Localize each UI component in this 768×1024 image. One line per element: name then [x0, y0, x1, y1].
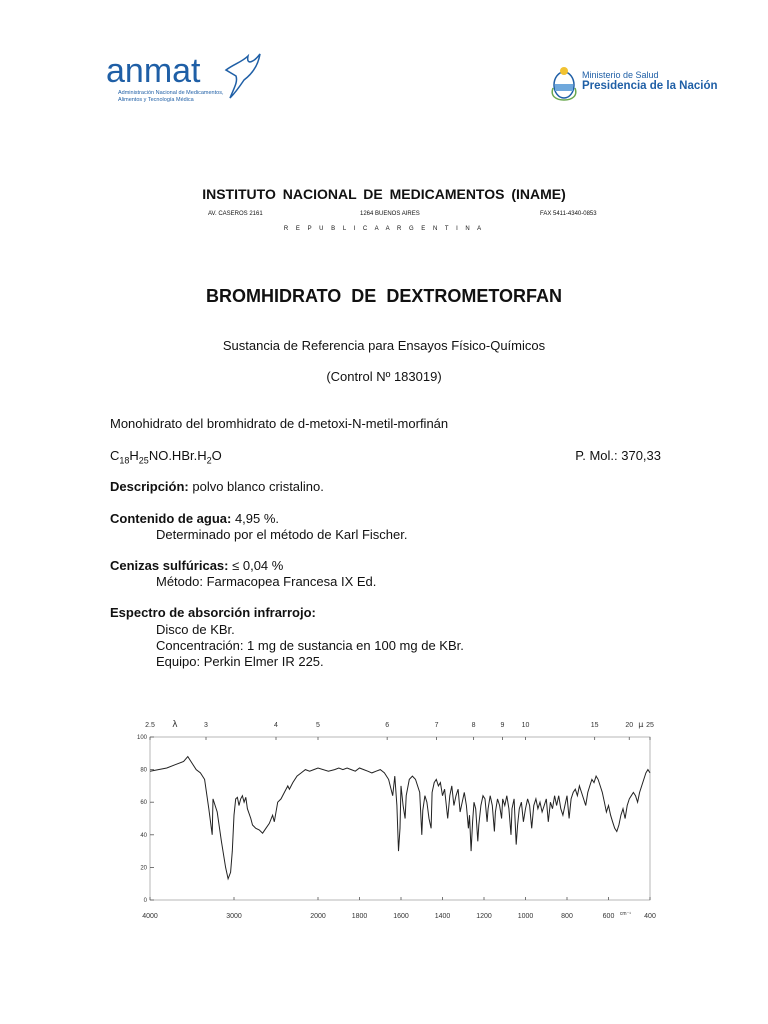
ir-spectrum-heading: [110, 605, 316, 620]
top-tick-label: 10: [521, 722, 530, 729]
x-tick-label: 2000: [310, 913, 326, 920]
formula-rest: NO.HBr.H: [148, 448, 207, 463]
anmat-wordmark: anmat: [106, 52, 201, 90]
x-tick-label: 1200: [476, 913, 492, 920]
anmat-subtitle: [118, 90, 258, 104]
document-title: BROMHIDRATO DE DEXTROMETORFAN: [205, 286, 562, 306]
ash-method: Método: Farmacopea Francesa IX Ed.: [156, 574, 377, 589]
spectrum-line-0: [150, 757, 650, 879]
ir-sample: Disco de KBr.: [156, 622, 235, 637]
top-tick-label: 8: [471, 722, 476, 729]
description-value: polvo blanco cristalino.: [188, 479, 324, 494]
x-tick-label: 1400: [434, 913, 451, 920]
sulfated-ash: [110, 558, 283, 573]
ir-concentration: Concentración: 1 mg de sustancia en 100 mg de KBr.: [156, 638, 464, 653]
institute-address: AV. CASEROS 2161: [208, 211, 263, 217]
anmat-subtitle-line-1: Administración Nacional de Medicamentos,: [118, 90, 224, 96]
molecular-weight: P. Mol.: 370,33: [575, 448, 661, 463]
formula-c-count: 18: [119, 455, 130, 466]
document-subtitle: Sustancia de Referencia para Ensayos Físico-Químicos: [222, 338, 546, 353]
formula-h2-count: 2: [206, 455, 212, 466]
top-tick-label: 15: [590, 722, 599, 729]
x-tick-label: 1600: [393, 913, 409, 920]
anmat-subtitle-line-2: Alimentos y Tecnología Médica: [118, 97, 194, 103]
description-label: Descripción:: [110, 479, 189, 494]
description: [110, 479, 324, 494]
x-axis-unit: cm⁻¹: [619, 911, 631, 917]
top-tick-label: 4: [274, 722, 278, 729]
y-tick-label: 0: [143, 898, 147, 904]
x-tick-label: 600: [602, 913, 615, 920]
institute-city: 1264 BUENOS AIRES: [360, 211, 420, 217]
x-tick-label: 4000: [142, 913, 158, 920]
top-tick-label: 6: [385, 722, 390, 729]
coat-of-arms-icon: [550, 66, 578, 102]
top-tick-label: 9: [500, 722, 505, 729]
formula-c: C: [110, 448, 120, 463]
top-tick-label: 2.5: [145, 722, 155, 729]
x-tick-label: 1000: [517, 913, 534, 920]
y-tick-label: 60: [140, 800, 147, 807]
molecular-formula: [110, 448, 222, 466]
x-tick-label: 3000: [226, 913, 242, 920]
top-tick-label: 25: [646, 722, 654, 729]
presidency-name: Presidencia de la Nación: [582, 80, 718, 92]
top-tick-label: 7: [434, 722, 439, 729]
formula-o: O: [211, 448, 222, 463]
water-label: Contenido de agua:: [110, 511, 232, 526]
ministry-logo: [550, 66, 730, 102]
institute-name: INSTITUTO NACIONAL DE MEDICAMENTOS (INAME): [202, 186, 566, 202]
anmat-logo: [106, 52, 276, 118]
water-value: 4,95 %.: [231, 511, 280, 526]
ministry-name: Ministerio de Salud: [582, 70, 659, 80]
top-tick-label: 5: [316, 722, 320, 729]
institute-fax: FAX 5411-4340-0853: [540, 211, 597, 217]
formula-h-count: 25: [138, 455, 149, 466]
y-tick-label: 40: [140, 832, 147, 839]
water-content: [110, 511, 279, 526]
top-tick-label: 20: [625, 722, 634, 729]
x-tick-label: 1800: [351, 913, 368, 920]
top-tick-label: 3: [204, 722, 208, 729]
ash-value: ≤ 0,04 %: [228, 558, 284, 573]
wavelength-symbol: λ: [172, 720, 178, 730]
ir-label: Espectro de absorción infrarrojo:: [110, 605, 316, 620]
water-method: Determinado por el método de Karl Fischer.: [156, 527, 408, 542]
y-tick-label: 100: [136, 735, 147, 741]
x-tick-label: 800: [561, 913, 573, 920]
x-tick-label: 400: [644, 913, 656, 920]
control-number: (Control Nº 183019): [326, 369, 442, 384]
ir-equipment: Equipo: Perkin Elmer IR 225.: [156, 654, 324, 669]
institute-country: R E P U B L I C A A R G E N T I N A: [283, 226, 485, 232]
formula-h: H: [129, 448, 139, 463]
chemical-name: Monohidrato del bromhidrato de d-metoxi-N-metil-morfinán: [110, 416, 449, 431]
wavelength-unit: μ: [638, 720, 644, 729]
y-tick-label: 80: [140, 767, 147, 774]
y-tick-label: 20: [140, 865, 147, 872]
ash-label: Cenizas sulfúricas:: [110, 558, 229, 573]
ir-spectrum-chart: [130, 712, 660, 926]
